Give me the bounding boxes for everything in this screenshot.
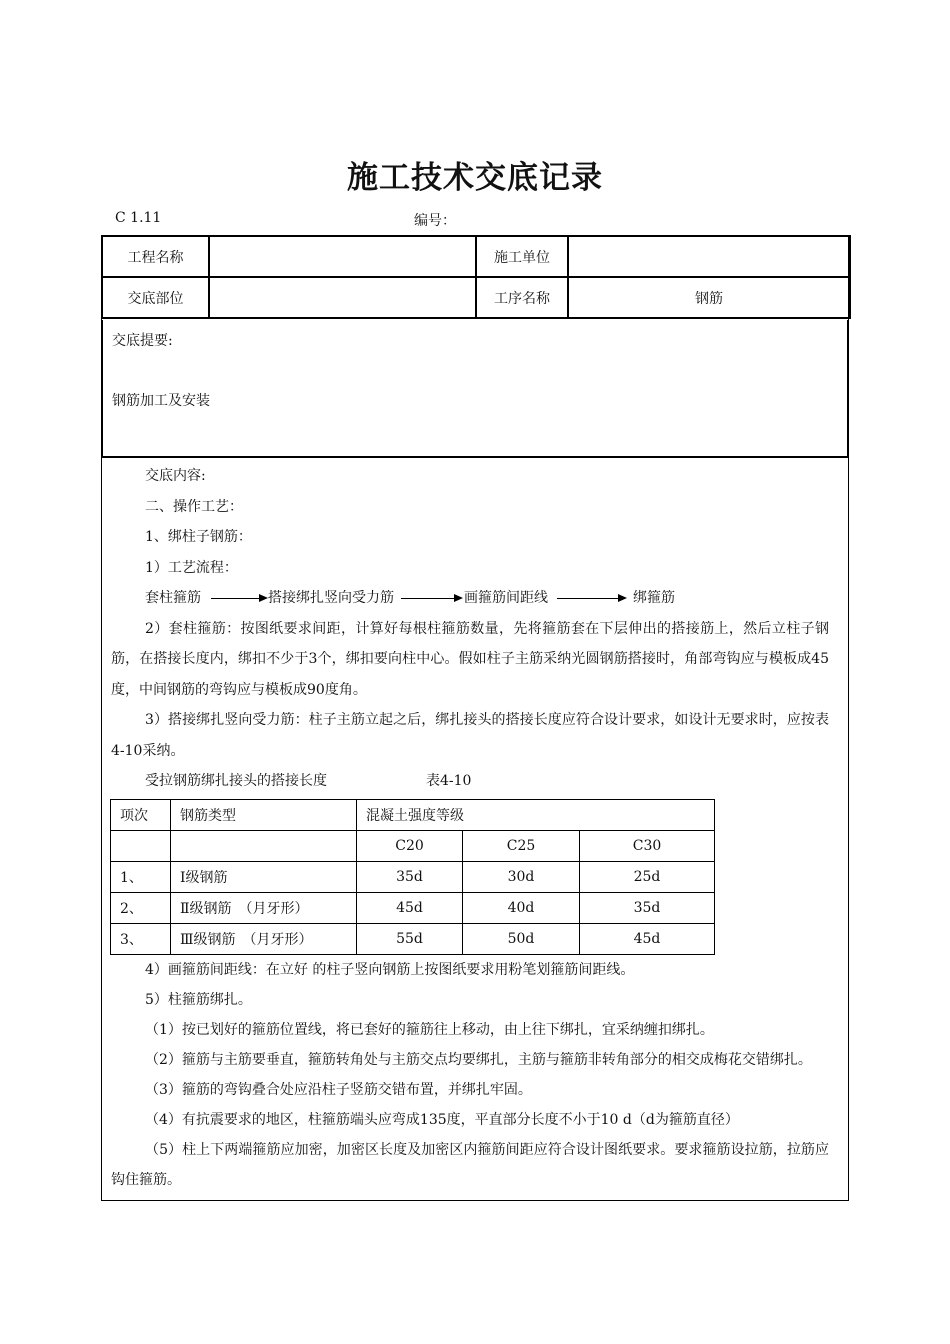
- table-cell: [111, 830, 171, 861]
- summary-label: 交底提要:: [112, 333, 173, 349]
- project-name-field[interactable]: [209, 236, 476, 277]
- flow-step-3: 画箍筋间距线: [464, 590, 548, 606]
- paragraph-lap-bars: 3）搭接绑扎竖向受力筋：柱子主筋立起之后，绑扎接头的搭接长度应符合设计要求，如设计无要求时，应按表4-10采纳。: [111, 712, 829, 759]
- table-cell: 45d: [580, 923, 715, 954]
- serial-number-label: 编号：: [414, 213, 456, 229]
- table-caption-title: 受拉钢筋绑扎接头的搭接长度: [145, 773, 327, 789]
- numbered-item-2: （2）箍筋与主筋要垂直，箍筋转角处与主筋交点均要绑扎，主筋与箍筋非转角部分的相交成梅花交错绑扎。: [145, 1051, 812, 1068]
- paragraph-stirrup: 2）套柱箍筋：按图纸要求间距，计算好每根柱箍筋数量，先将箍筋套在下层伸出的搭接筋上，然后立柱子钢筋，在搭接长度内，绑扣不少于3个，绑扣要向柱中心。假如柱子主筋采纳光圆钢筋搭接时，角部弯钩应与模板成45度，中间钢筋的弯钩应与模板成90度角。: [111, 620, 829, 698]
- table-row: [111, 830, 715, 861]
- table-cell: 45d: [357, 892, 463, 923]
- header-row-2: [102, 277, 850, 318]
- table-cell: 35d: [580, 892, 715, 923]
- flow-step-2: 搭接绑扎竖向受力筋: [268, 590, 394, 606]
- table-cell: 40d: [463, 892, 580, 923]
- flow-arrow-icon: [211, 598, 266, 599]
- table-cell: Ⅰ级钢筋: [171, 861, 357, 892]
- table-row: [111, 799, 715, 830]
- process-label: 工序名称: [476, 277, 568, 318]
- grade-c25: C25: [463, 830, 580, 861]
- table-cell: 30d: [463, 861, 580, 892]
- numbered-item-3: （3）箍筋的弯钩叠合处应沿柱子竖筋交错布置，并绑扎牢固。: [145, 1081, 532, 1098]
- process-flow: [111, 583, 829, 614]
- summary-value: 钢筋加工及安装: [112, 393, 210, 409]
- flow-step-4: 绑箍筋: [633, 590, 675, 606]
- table-cell: 2、: [111, 892, 171, 923]
- table-cell: [171, 830, 357, 861]
- numbered-item-5: （5）柱上下两端箍筋应加密，加密区长度及加密区内箍筋间距应符合设计图纸要求。要求箍筋设拉筋，拉筋应钩住箍筋。: [111, 1141, 829, 1188]
- table-row: [111, 861, 715, 892]
- table-number: 表4-10: [426, 773, 472, 789]
- header-table: [101, 235, 851, 319]
- content-label: 交底内容:: [145, 468, 206, 484]
- table-cell: Ⅲ级钢筋 （月牙形）: [171, 923, 357, 954]
- flow-step-1: 套柱箍筋: [145, 590, 201, 606]
- grade-c20: C20: [357, 830, 463, 861]
- page-title: 施工技术交底记录: [347, 160, 603, 196]
- table-cell: 55d: [357, 923, 463, 954]
- form-code: C 1.11: [115, 210, 162, 226]
- table-cell: Ⅱ级钢筋 （月牙形）: [171, 892, 357, 923]
- location-field[interactable]: [209, 277, 476, 318]
- table-cell: 50d: [463, 923, 580, 954]
- col-type-header: 钢筋类型: [171, 799, 357, 830]
- table-cell: 3、: [111, 923, 171, 954]
- header-row-1: [102, 236, 850, 277]
- table-cell: 35d: [357, 861, 463, 892]
- table-row: [111, 892, 715, 923]
- location-label: 交底部位: [102, 277, 209, 318]
- lap-length-table: [110, 799, 715, 955]
- contractor-label: 施工单位: [476, 236, 568, 277]
- process-field[interactable]: 钢筋: [568, 277, 850, 318]
- table-caption: [111, 766, 829, 797]
- summary-box: [101, 320, 849, 458]
- section-heading: 二、操作工艺：: [145, 498, 243, 515]
- item-heading: 1、绑柱子钢筋：: [145, 529, 252, 545]
- paragraph-binding: 5）柱箍筋绑扎。: [145, 991, 252, 1008]
- flow-arrow-icon: [401, 598, 461, 599]
- flow-arrow-icon: [557, 598, 625, 599]
- numbered-item-1: （1）按已划好的箍筋位置线，将已套好的箍筋往上移动，由上往下绑扎，宜采纳缠扣绑扎。: [145, 1021, 714, 1038]
- table-cell: 25d: [580, 861, 715, 892]
- col-grade-header: 混凝土强度等级: [357, 799, 715, 830]
- sub-heading: 1）工艺流程：: [145, 559, 238, 576]
- grade-c30: C30: [580, 830, 715, 861]
- numbered-item-4: （4）有抗震要求的地区，柱箍筋端头应弯成135度，平直部分长度不小于10 d（d为箍筋直径）: [145, 1111, 739, 1128]
- content-body: [111, 461, 829, 1196]
- col-index-header: 项次: [111, 799, 171, 830]
- paragraph-spacing-line: 4）画箍筋间距线：在立好 的柱子竖向钢筋上按图纸要求用粉笔划箍筋间距线。: [145, 961, 635, 978]
- project-name-label: 工程名称: [102, 236, 209, 277]
- table-cell: 1、: [111, 861, 171, 892]
- contractor-field[interactable]: [568, 236, 850, 277]
- table-row: [111, 923, 715, 954]
